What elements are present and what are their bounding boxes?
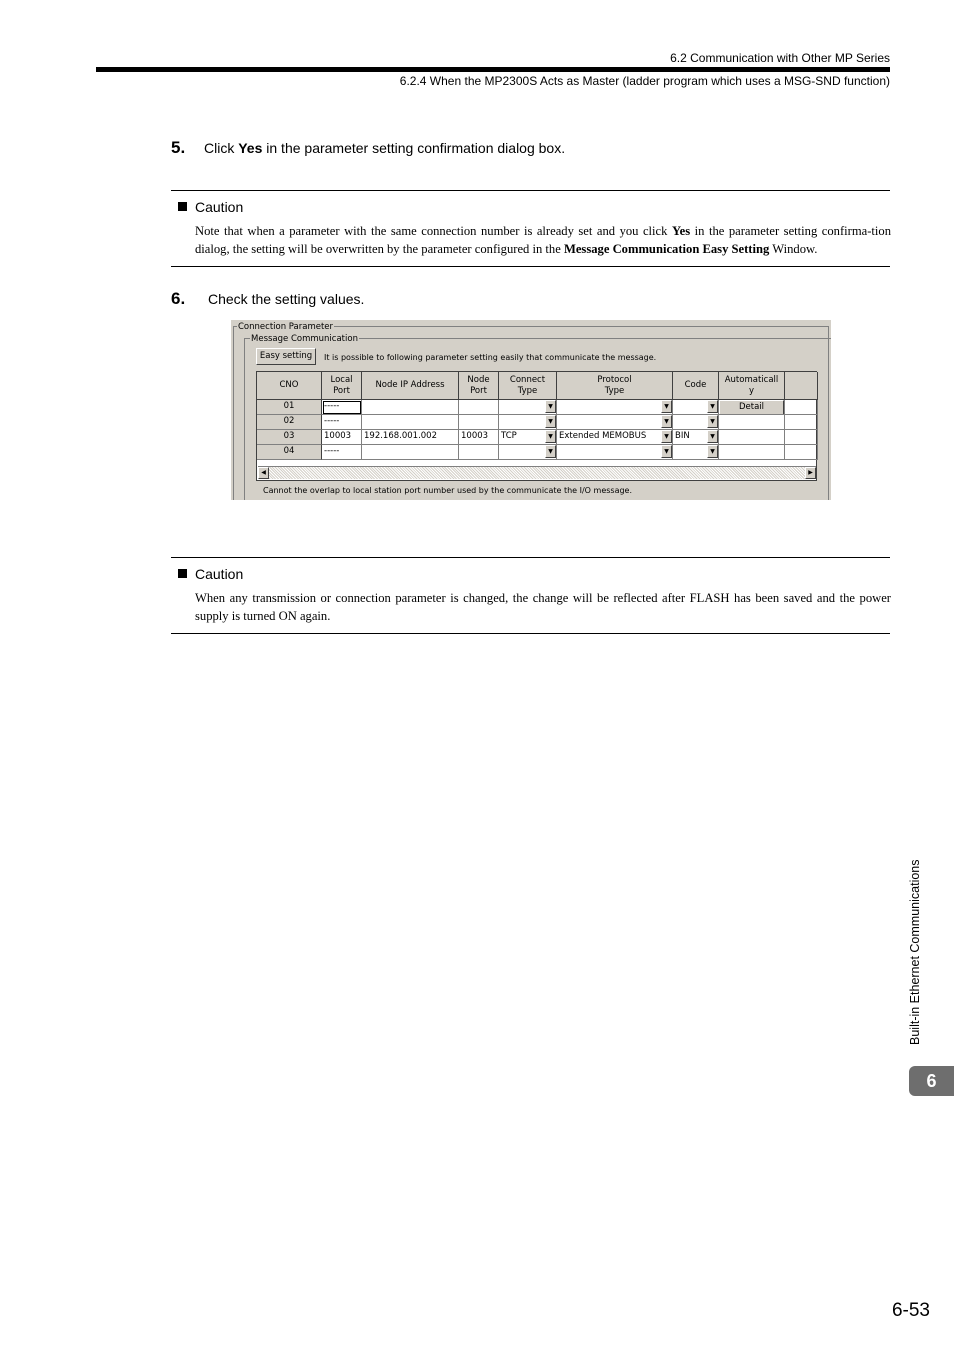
code-value: BIN xyxy=(675,431,690,441)
caution-title xyxy=(178,566,243,582)
protocol-type-select[interactable] xyxy=(557,415,673,430)
protocol-type-select[interactable] xyxy=(557,445,673,460)
col-header-blank xyxy=(785,372,818,400)
node-ip-cell[interactable] xyxy=(362,445,459,460)
dropdown-arrow-icon[interactable]: ▼ xyxy=(661,445,672,458)
protocol-type-value: Extended MEMOBUS xyxy=(559,431,647,441)
row-cno: 02 xyxy=(257,415,322,430)
caution-text-b: in the parameter setting confirma-tion dialog, the setting will be overwritten by the parameter configured in the xyxy=(195,224,891,256)
step-text: Check the setting values. xyxy=(208,291,365,307)
parameter-grid xyxy=(256,371,817,481)
local-port-cell[interactable]: 10003 xyxy=(322,430,362,445)
node-port-cell[interactable] xyxy=(459,415,499,430)
horizontal-scrollbar[interactable] xyxy=(258,466,816,479)
caution-box-2 xyxy=(171,557,890,634)
step-6 xyxy=(171,289,364,309)
connect-type-select[interactable] xyxy=(499,415,557,430)
node-ip-cell[interactable] xyxy=(362,415,459,430)
step-text-prefix: Click xyxy=(204,140,239,156)
col-header-local-port: Local Port xyxy=(322,372,362,400)
connect-type-select[interactable] xyxy=(499,430,557,445)
node-ip-cell[interactable] xyxy=(362,400,459,415)
automatically-cell xyxy=(719,430,785,445)
step-number: 6. xyxy=(171,289,186,308)
chapter-sidebar-label: Built-in Ethernet Communications xyxy=(908,859,922,1045)
dropdown-arrow-icon[interactable]: ▼ xyxy=(707,415,718,428)
header-rule xyxy=(96,67,890,72)
dropdown-arrow-icon[interactable]: ▼ xyxy=(545,445,556,458)
row-cno: 04 xyxy=(257,445,322,460)
scroll-right-icon[interactable]: ▶ xyxy=(805,467,816,479)
dropdown-arrow-icon[interactable]: ▼ xyxy=(545,430,556,443)
node-port-cell[interactable] xyxy=(459,400,499,415)
connect-type-select[interactable] xyxy=(499,445,557,460)
dropdown-arrow-icon[interactable]: ▼ xyxy=(661,400,672,413)
caution-title xyxy=(178,199,243,215)
status-message: Cannot the overlap to local station port number used by the communicate the I/O message. xyxy=(263,486,633,495)
step-text-bold: Yes xyxy=(238,140,263,156)
connect-type-value: TCP xyxy=(501,431,517,441)
chapter-tab: 6 xyxy=(909,1066,954,1096)
blank-cell xyxy=(785,430,818,445)
row-cno: 03 xyxy=(257,430,322,445)
header-subsection-title: 6.2.4 When the MP2300S Acts as Master (ladder program which uses a MSG-SND function) xyxy=(399,74,890,88)
scroll-left-icon[interactable]: ◀ xyxy=(258,467,269,479)
code-select[interactable] xyxy=(673,445,719,460)
caution-body xyxy=(195,222,891,258)
page-number: 6-53 xyxy=(891,1300,930,1321)
node-port-cell[interactable] xyxy=(459,445,499,460)
caution-box-1 xyxy=(171,190,890,267)
code-select[interactable] xyxy=(673,430,719,445)
code-select[interactable] xyxy=(673,415,719,430)
hint-text: It is possible to following parameter setting easily that communicate the message. xyxy=(324,353,657,362)
caution-text-a: Note that when a parameter with the same connection number is already set and you click xyxy=(195,224,672,238)
caution-title-text: Caution xyxy=(195,199,244,215)
blank-cell xyxy=(785,415,818,430)
row-cno: 01 xyxy=(257,400,322,415)
col-header-protocol-type: Protocol Type xyxy=(557,372,673,400)
dropdown-arrow-icon[interactable]: ▼ xyxy=(545,415,556,428)
automatically-cell xyxy=(719,445,785,460)
easy-setting-button[interactable]: Easy setting xyxy=(256,348,316,365)
local-port-cell[interactable]: ----- xyxy=(322,415,362,430)
dropdown-arrow-icon[interactable]: ▼ xyxy=(707,400,718,413)
automatically-cell xyxy=(719,415,785,430)
dropdown-arrow-icon[interactable]: ▼ xyxy=(661,415,672,428)
caution-bold-b: Message Communication Easy Setting xyxy=(563,242,770,256)
col-header-code: Code xyxy=(673,372,719,400)
connection-parameter-screenshot xyxy=(231,320,831,500)
blank-cell xyxy=(785,445,818,460)
dropdown-arrow-icon[interactable]: ▼ xyxy=(545,400,556,413)
caution-body: When any transmission or connection parameter is changed, the change will be reflected after FLASH has been saved and the power supply is turned ON again. xyxy=(195,591,891,623)
node-port-cell[interactable]: 10003 xyxy=(459,430,499,445)
header-section-title: 6.2 Communication with Other MP Series xyxy=(670,51,890,65)
blank-cell xyxy=(785,400,818,415)
square-bullet-icon xyxy=(178,569,187,578)
step-number: 5. xyxy=(171,138,186,157)
connection-parameter-label: Connection Parameter xyxy=(238,322,334,332)
step-text-suffix: in the parameter setting confirmation dialog box. xyxy=(262,140,566,156)
code-select[interactable] xyxy=(673,400,719,415)
local-port-cell[interactable]: ----- xyxy=(322,400,362,415)
col-header-connect-type: Connect Type xyxy=(499,372,557,400)
dropdown-arrow-icon[interactable]: ▼ xyxy=(707,430,718,443)
col-header-cno: CNO xyxy=(257,372,322,400)
dropdown-arrow-icon[interactable]: ▼ xyxy=(661,430,672,443)
dropdown-arrow-icon[interactable]: ▼ xyxy=(707,445,718,458)
col-header-automatically: Automaticall y xyxy=(719,372,785,400)
node-ip-cell[interactable]: 192.168.001.002 xyxy=(362,430,459,445)
caution-title-text: Caution xyxy=(195,566,244,582)
col-header-node-port: Node Port xyxy=(459,372,499,400)
protocol-type-select[interactable] xyxy=(557,430,673,445)
caution-bold-a: Yes xyxy=(671,224,691,238)
caution-text-c: Window. xyxy=(769,242,818,256)
col-header-node-ip: Node IP Address xyxy=(362,372,459,400)
step-5 xyxy=(171,138,565,158)
protocol-type-select[interactable] xyxy=(557,400,673,415)
square-bullet-icon xyxy=(178,202,187,211)
local-port-cell[interactable]: ----- xyxy=(322,445,362,460)
connect-type-select[interactable] xyxy=(499,400,557,415)
detail-button[interactable]: Detail xyxy=(719,400,784,415)
automatically-cell xyxy=(719,400,785,415)
message-communication-label: Message Communication xyxy=(251,334,358,344)
